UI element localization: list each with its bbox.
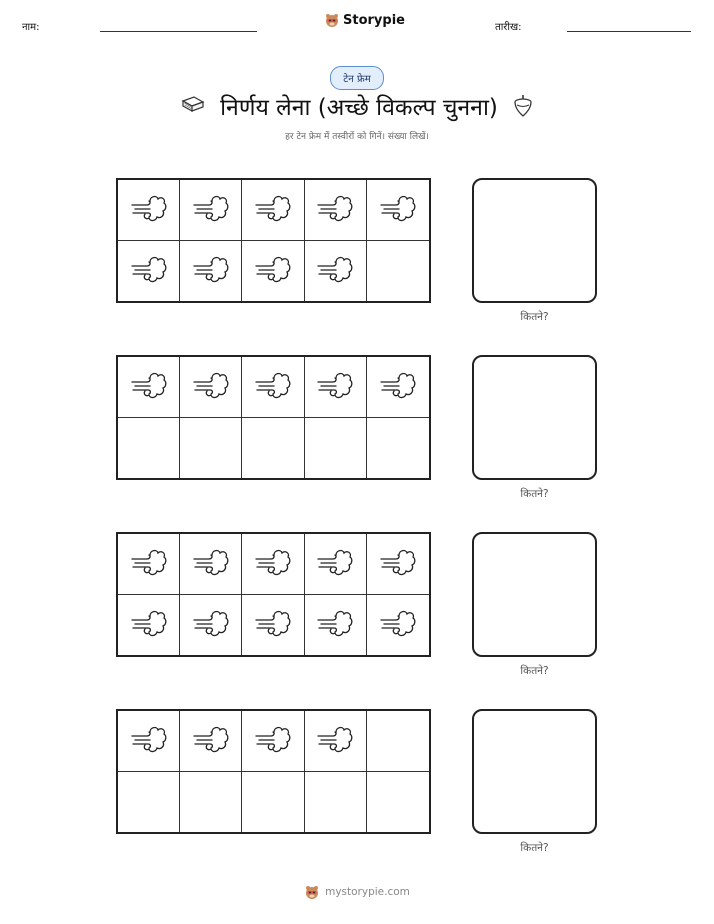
- name-field[interactable]: [100, 31, 257, 32]
- wind-blowing-icon: [316, 724, 354, 758]
- frame-cell: [242, 180, 304, 241]
- answer-label-2: कितने?: [520, 488, 549, 500]
- wind-blowing-icon: [130, 254, 168, 288]
- ten-frame-1: [116, 178, 431, 303]
- wind-blowing-icon: [130, 193, 168, 227]
- frame-cell: [305, 357, 367, 418]
- answer-label-4: कितने?: [520, 842, 549, 854]
- wind-blowing-icon: [192, 724, 230, 758]
- ten-frame-3: [116, 532, 431, 657]
- date-label: तारीख:: [495, 22, 522, 33]
- wind-blowing-icon: [192, 608, 230, 642]
- wind-blowing-icon: [379, 193, 417, 227]
- frame-cell: [118, 772, 180, 833]
- storypie-mascot-icon: [304, 884, 320, 900]
- wind-blowing-icon: [192, 254, 230, 288]
- frame-cell: [367, 241, 429, 302]
- instructions: हर टेन फ्रेम में तस्वीरों को गिनें। संख्या लिखें।: [285, 132, 429, 142]
- ten-frame-2: [116, 355, 431, 480]
- answer-label-1: कितने?: [520, 311, 549, 323]
- frame-cell: [180, 180, 242, 241]
- frame-cell: [118, 418, 180, 479]
- answer-box-4[interactable]: [472, 709, 597, 834]
- frame-cell: [180, 534, 242, 595]
- wind-blowing-icon: [379, 547, 417, 581]
- wind-blowing-icon: [379, 370, 417, 404]
- wind-blowing-icon: [130, 370, 168, 404]
- frame-cell: [367, 595, 429, 656]
- ten-frame-4: [116, 709, 431, 834]
- wind-blowing-icon: [316, 608, 354, 642]
- answer-box-1[interactable]: [472, 178, 597, 303]
- frame-cell: [180, 711, 242, 772]
- frame-cell: [242, 241, 304, 302]
- brand-name: Storypie: [343, 12, 405, 28]
- frame-cell: [180, 241, 242, 302]
- answer-label-3: कितने?: [520, 665, 549, 677]
- brand-logo: [324, 12, 405, 28]
- page-title: निर्णय लेना (अच्छे विकल्प चुनना): [220, 95, 498, 121]
- frame-cell: [242, 595, 304, 656]
- wind-blowing-icon: [130, 608, 168, 642]
- wind-blowing-icon: [254, 547, 292, 581]
- spinning-top-icon: [512, 94, 534, 118]
- frame-cell: [367, 534, 429, 595]
- frame-cell: [118, 241, 180, 302]
- footer: [0, 884, 714, 900]
- frame-cell: [118, 180, 180, 241]
- date-field[interactable]: [567, 31, 691, 32]
- name-label: नाम:: [22, 22, 40, 33]
- frame-cell: [180, 772, 242, 833]
- frame-cell: [367, 357, 429, 418]
- wind-blowing-icon: [254, 370, 292, 404]
- frame-cell: [118, 711, 180, 772]
- title-row: [0, 90, 714, 122]
- frame-cell: [367, 418, 429, 479]
- frame-cell: [305, 418, 367, 479]
- footer-url: mystorypie.com: [325, 886, 410, 898]
- frame-cell: [242, 357, 304, 418]
- frame-cell: [305, 241, 367, 302]
- frame-cell: [305, 180, 367, 241]
- wind-blowing-icon: [316, 254, 354, 288]
- answer-box-2[interactable]: [472, 355, 597, 480]
- wind-blowing-icon: [130, 547, 168, 581]
- wind-blowing-icon: [254, 608, 292, 642]
- wind-blowing-icon: [130, 724, 168, 758]
- wind-blowing-icon: [316, 547, 354, 581]
- storypie-mascot-icon: [324, 12, 340, 28]
- frame-cell: [305, 772, 367, 833]
- frame-cell: [118, 357, 180, 418]
- frame-cell: [367, 180, 429, 241]
- wind-blowing-icon: [379, 608, 417, 642]
- frame-cell: [242, 772, 304, 833]
- book-icon: [180, 95, 206, 117]
- wind-blowing-icon: [316, 370, 354, 404]
- wind-blowing-icon: [316, 193, 354, 227]
- frame-cell: [180, 357, 242, 418]
- wind-blowing-icon: [254, 193, 292, 227]
- frame-cell: [242, 711, 304, 772]
- frame-cell: [242, 418, 304, 479]
- wind-blowing-icon: [192, 370, 230, 404]
- frame-cell: [118, 595, 180, 656]
- frame-cell: [180, 595, 242, 656]
- wind-blowing-icon: [192, 547, 230, 581]
- frame-cell: [305, 711, 367, 772]
- frame-cell: [367, 711, 429, 772]
- frame-cell: [367, 772, 429, 833]
- frame-cell: [118, 534, 180, 595]
- frame-cell: [180, 418, 242, 479]
- wind-blowing-icon: [254, 254, 292, 288]
- frame-cell: [305, 534, 367, 595]
- frame-cell: [305, 595, 367, 656]
- wind-blowing-icon: [254, 724, 292, 758]
- topic-badge: टेन फ्रेम: [330, 66, 384, 90]
- frame-cell: [242, 534, 304, 595]
- answer-box-3[interactable]: [472, 532, 597, 657]
- wind-blowing-icon: [192, 193, 230, 227]
